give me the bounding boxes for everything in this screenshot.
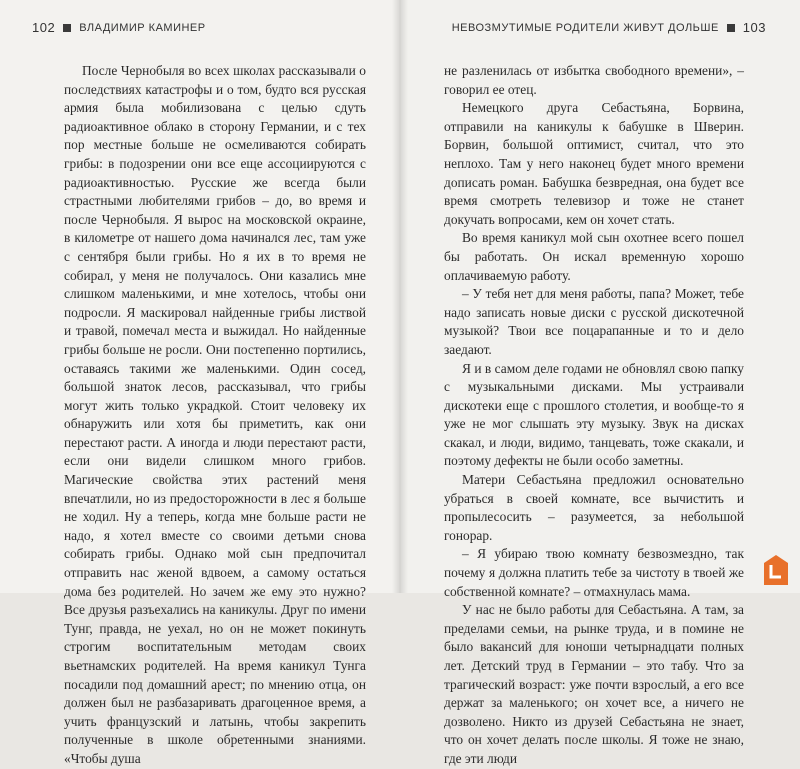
header-square-icon <box>727 24 735 32</box>
right-paragraph: – У тебя нет для меня работы, папа? Может, тебе надо записать новые диски с русской дискотечной музыкой? Твои все поцарапанные и то и дело заедают. <box>444 286 744 357</box>
left-page <box>0 0 400 766</box>
left-header-title: ВЛАДИМИР КАМИНЕР <box>79 21 206 34</box>
publisher-logo-icon <box>762 555 790 585</box>
right-body-text <box>444 62 744 769</box>
right-page-number: 103 <box>742 20 766 35</box>
left-running-header <box>32 20 206 35</box>
right-paragraph: Я и в самом деле годами не обновлял свою папку с музыкальными дисками. Мы устраивали дискотеки еще с прошлого столетия, и вообще-то я уже не мог слышать эту музыку. Звук на дисках скакал, и люди, видимо, танцевать, тоже скакали, и поэтому дефекты не были особо заметны. <box>444 360 744 469</box>
right-paragraph: – Я убираю твою комнату безвозмездно, так почему я должна платить тебе за чистоту в твоей же собственной комнате? – отмахнулась мама. <box>444 546 744 599</box>
right-paragraph: Во время каникул мой сын охотнее всего пошел бы работать. Он искал временную хорошо оплачиваемую работу. <box>444 230 744 283</box>
right-paragraph: не разленилась от избытка свободного времени», – говорил ее отец. <box>444 63 744 97</box>
right-paragraph: Матери Себастьяна предложил основательно убраться в своей комнате, все вычистить и пропылесосить – разумеется, за небольшой гонорар. <box>444 472 744 543</box>
book-gutter <box>392 0 408 593</box>
header-square-icon <box>63 24 71 32</box>
right-paragraph: У нас не было работы для Себастьяна. А там, за пределами семьи, на рынке труда, и в помине не было вакансий для юноши четырнадцати полных лет. Детский труд в Германии – это табу. Что за трагический возраст: уже почти взрослый, а его все держат за маленького; он хочет все, а ничего не дозволено. Никто из друзей Себастьяна не знает, что он хочет делать после школы. Я тоже не знаю, где эти люди <box>444 602 744 766</box>
left-body-text <box>64 62 366 769</box>
right-header-title: НЕВОЗМУТИМЫЕ РОДИТЕЛИ ЖИВУТ ДОЛЬШЕ <box>451 21 719 34</box>
left-page-number: 102 <box>32 20 56 35</box>
right-page <box>400 0 800 766</box>
right-running-header <box>452 20 766 35</box>
right-paragraph: Немецкого друга Себастьяна, Борвина, отправили на каникулы к бабушке в Шверин. Борвин, большой оптимист, считал, что это неплохо. Там у него наконец будет много времени дописать роман. Бабушка безвредная, она будет все время смотреть телевизор и тоже не станет докучать вопросами, кем он хочет стать. <box>444 100 744 227</box>
left-paragraph: После Чернобыля во всех школах рассказывали о последствиях катастрофы и о том, будто вся русская армия была мобилизована с целью сдуть радиоактивное облако в сторону Германии, и с тех пор местные больше не осмеливаются собирать грибы: в подозрении они все еще ассоциируются с радиоактивностью. Русские же всегда были страстными любителями грибов – до, во время и после Чернобыля. Я вырос на московской окраине, в километре от нашего дома начинался лес, там уже с сентября были грибы. Но я их в то время не собирал, у меня не получалось. Они казались мне слишком маленькими, и мне хотелось, чтобы они подросли. Я маскировал найденные грибы листвой и травой, помечал места и выжидал. Но найденные грибы больше не росли. Они постепенно портились, оставаясь такими же маленькими. Один сосед, большой знаток лесов, рассказывал, что грибы могут жить только украдкой. Стоит человеку их обнаружить или хотя бы приметить, как они перестают расти. А иногда и люди перестают расти, если они видели слишком много грибов. Магические свойства этих растений меня впечатлили, но из предосторожности в лес я больше не ходил. Ну а теперь, когда мне больше расти не надо, я хотел вместе со своими детьми снова собирать грибы. Однако мой сын предпочитал отправить нас женой вдвоем, а самому остаться дома без родителей. Но зачем же ему это нужно? Все друзья разъехались на каникулы. Друг по имени Тунг, правда, не уехал, но он не может покинуть строгим воспитательным методам своих вьетнамских родителей. На время каникул Тунга посадили под домашний арест; по мнению отца, он должен был не разбазаривать драгоценное время, а учить французский и латынь, чтобы закрепить полученные в школе обретенными знаниями. «Чтобы душа <box>64 63 366 766</box>
